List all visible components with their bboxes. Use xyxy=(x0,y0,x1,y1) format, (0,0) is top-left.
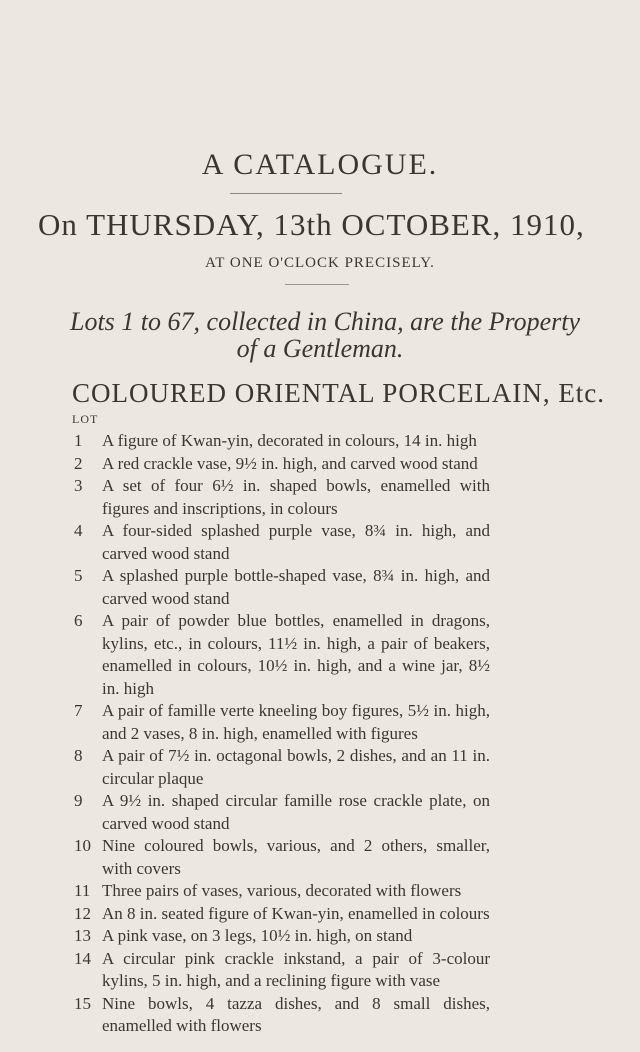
lot-item xyxy=(70,903,490,926)
lot-number: 1 xyxy=(74,431,83,450)
lot-description: A circular pink crackle inkstand, a pair of 3-colour kylins, 5 in. high, and a reclining figure with vase xyxy=(102,948,490,990)
sale-time: AT ONE O'CLOCK PRECISELY. xyxy=(205,255,435,271)
lot-description: A red crackle vase, 9½ in. high, and carved wood stand xyxy=(102,453,478,473)
lot-item xyxy=(70,745,490,790)
lot-number: 11 xyxy=(74,881,91,900)
lot-item xyxy=(70,790,490,835)
lot-number: 14 xyxy=(74,948,91,968)
lot-description: A pair of famille verte kneeling boy figures, 5½ in. high, and 2 vases, 8 in. high, enamelled with figures xyxy=(102,701,490,743)
lot-description: Nine bowls, 4 tazza dishes, and 8 small dishes, enamelled with flowers xyxy=(102,993,490,1035)
lot-number: 8 xyxy=(74,746,83,765)
lot-description: A pink vase, on 3 legs, 10½ in. high, on stand xyxy=(102,926,413,945)
lot-item xyxy=(70,520,490,565)
lot-number: 15 xyxy=(74,993,91,1013)
lot-item xyxy=(70,925,490,948)
provenance-line-2: of a Gentleman. xyxy=(236,334,404,363)
lot-number: 10 xyxy=(74,836,91,855)
lot-number: 6 xyxy=(74,611,83,630)
lot-item xyxy=(70,700,490,745)
lot-number: 4 xyxy=(74,521,83,540)
lot-description: A splashed purple bottle-shaped vase, 8¾ in. high, and carved wood stand xyxy=(102,566,490,608)
lot-number: 2 xyxy=(74,453,83,473)
title-divider xyxy=(230,193,342,194)
lot-item xyxy=(70,835,490,880)
lot-description: A pair of powder blue bottles, enamelled in dragons, kylins, etc., in colours, 11½ in. high, a pair of beakers, enamelled in colours, 10½ in. high, and a wine jar, 8½ in. high xyxy=(102,611,490,698)
lot-column-label: LOT xyxy=(72,412,99,426)
lot-number: 12 xyxy=(74,903,91,923)
lot-item xyxy=(70,993,490,1038)
sale-date: On THURSDAY, 13th OCTOBER, 1910, xyxy=(38,207,585,242)
lot-description: An 8 in. seated figure of Kwan-yin, enamelled in colours xyxy=(102,903,490,923)
lot-description: A pair of 7½ in. octagonal bowls, 2 dishes, and an 11 in. circular plaque xyxy=(102,746,490,788)
lot-item xyxy=(70,453,490,476)
lot-number: 9 xyxy=(74,791,83,810)
lot-description: A 9½ in. shaped circular famille rose crackle plate, on carved wood stand xyxy=(102,791,490,833)
lot-description: A figure of Kwan-yin, decorated in colours, 14 in. high xyxy=(102,431,477,450)
lot-number: 7 xyxy=(74,701,83,720)
section-heading: COLOURED ORIENTAL PORCELAIN, Etc. xyxy=(72,378,606,408)
lot-item xyxy=(70,565,490,610)
lot-item xyxy=(70,610,490,700)
time-divider xyxy=(285,284,349,285)
lot-description: A four-sided splashed purple vase, 8¾ in. high, and carved wood stand xyxy=(102,521,490,563)
lot-number: 13 xyxy=(74,926,91,945)
provenance-line-1: Lots 1 to 67, collected in China, are the Property xyxy=(70,307,581,336)
lot-item xyxy=(70,475,490,520)
lot-description: Three pairs of vases, various, decorated with flowers xyxy=(102,881,462,900)
catalogue-title: A CATALOGUE. xyxy=(201,148,439,181)
lot-list xyxy=(70,430,490,1038)
lot-number: 3 xyxy=(74,476,83,495)
lot-item xyxy=(70,880,490,903)
lot-number: 5 xyxy=(74,566,83,585)
lot-description: A set of four 6½ in. shaped bowls, enamelled with figures and inscriptions, in colours xyxy=(102,476,490,518)
lot-item xyxy=(70,430,490,453)
lot-description: Nine coloured bowls, various, and 2 others, smaller, with covers xyxy=(102,836,490,878)
lot-item xyxy=(70,948,490,993)
